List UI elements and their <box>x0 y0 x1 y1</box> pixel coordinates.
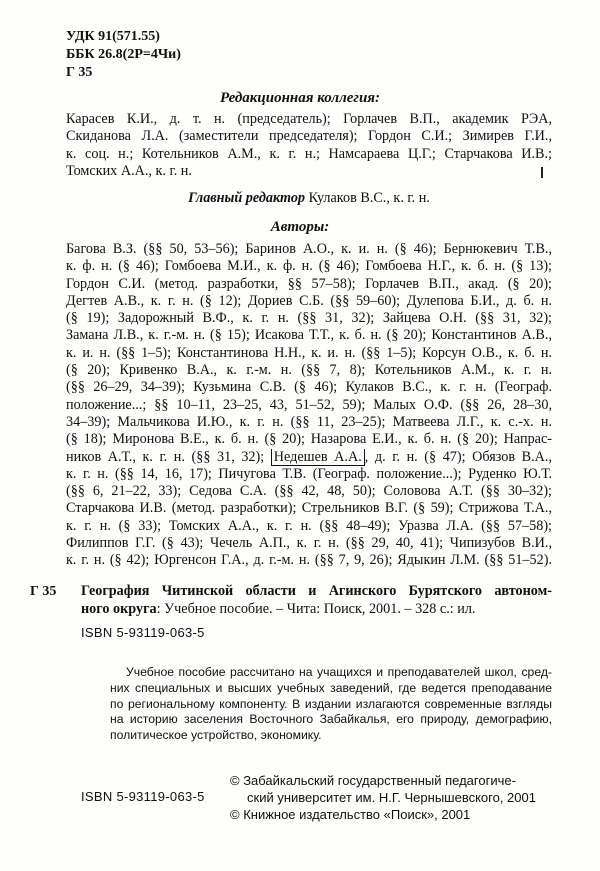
bbk-code: ББК 26.8(2Р=4Чи) <box>66 47 181 62</box>
authors-line: (§§ 26–29, 34–39); Кузьмина С.В. (§ 46); Кулаков В.С., к. г. н. (Географ. <box>66 379 552 396</box>
udk-code: УДК 91(571.55) <box>66 29 160 44</box>
book-title-line <box>81 600 552 618</box>
chief-editor-label: Главный редактор <box>188 190 306 206</box>
classification-codes <box>66 28 181 82</box>
highlighted-author: Недешев А.А. <box>271 449 365 466</box>
authors-line: к. и. н. (§§ 1–5); Константинова Н.Н., к. и. н. (§§ 1–5); Корсун О.В., к. б. н. <box>66 344 552 361</box>
authors-line: (§ 20); Кривенко В.А., к. г.-м. н. (§§ 7, 8); Котельников А.М., к. г. н. <box>66 362 552 379</box>
author-sign-code: Г 35 <box>66 65 93 80</box>
chief-editor <box>66 190 552 207</box>
editorial-board-line: Скиданова Л.А. (заместители председателя); Гордон С.И.; Зимирев Г.И., <box>66 128 552 145</box>
authors-line: (§ 19); Задорожный В.Ф., к. г. н. (§§ 31, 32); Зайцева О.Н. (§§ 31, 32); <box>66 310 552 327</box>
authors-line: к. г. н. (§ 33); Томских А.А., к. г. н. (§§ 48–49); Уразва Л.А. (§§ 57–58); <box>66 517 552 534</box>
authors-line: Филиппов Г.Г. (§ 43); Чечель А.П., к. г. н. (§§ 29, 40, 41); Чипизубов В.И., <box>66 535 552 552</box>
book-title-end: ного округа <box>81 601 157 617</box>
authors-line: Дегтев А.В., к. г. н. (§ 12); Дориев С.Б. (§§ 59–60); Дулепова Б.И., д. б. н. <box>66 292 552 309</box>
bibliographic-record <box>81 582 552 618</box>
annotation-line: них специальных и высших учебных заведений, где ведется преподавание <box>110 680 552 695</box>
annotation <box>110 665 552 744</box>
annotation-line: политическое устройство, экономику. <box>110 728 322 743</box>
scan-artifact-mark <box>541 167 543 178</box>
authors-line: положение...; §§ 10–11, 23–25, 43, 51–52, 59); Малых О.Ф. (§§ 26, 28–30, <box>66 396 552 413</box>
copyright-line: ский университет им. Н.Г. Чернышевского, 2001 <box>247 790 536 805</box>
authors-line: Багова В.З. (§§ 50, 53–56); Баринов А.О., к. и. н. (§ 46); Бернюкевич Т.В., <box>66 241 552 257</box>
editorial-board-line: Томских А.А., к. г. н. <box>66 162 192 179</box>
chief-editor-name: Кулаков В.С., к. г. н. <box>308 190 430 206</box>
authors-list <box>66 241 552 570</box>
authors-line: Гордон С.И. (метод. разработки, §§ 57–58); Горлачев В.П., акад. (§ 20); <box>66 275 552 292</box>
authors-line: к. г. н. (§ 42); Юргенсон Г.А., д. г.-м. н. (§§ 7, 9, 26); Ядыкин Л.М. (§§ 51–52). <box>66 552 552 569</box>
editorial-board-line: к. соц. н.; Котельников А.М., к. г. н.; Намсараева Ц.Г.; Старчакова И.В.; <box>66 145 552 162</box>
annotation-line: Учебное пособие рассчитано на учащихся и преподавателей школ, сред- <box>126 665 552 679</box>
copyright-line: © Забайкальский государственный педагогиче- <box>230 773 516 788</box>
authors-line: (§§ 6, 21–22, 33); Седова С.А. (§§ 42, 48, 50); Соловова А.Т. (§§ 30–32); <box>66 483 552 500</box>
authors-line: (§ 18); Миронова В.Е., к. б. н. (§ 20); Назарова Е.И., к. б. н. (§ 20); Напрас- <box>66 431 552 448</box>
catalog-isbn: ISBN 5-93119-063-5 <box>81 625 205 640</box>
authors-line <box>66 449 552 466</box>
authors-line: Старчакова И.В. (метод. разработки); Стрельников В.Г. (§ 59); Стрижова Т.А., <box>66 500 552 517</box>
authors-line-start: ников А.Т., к. г. н. (§§ 31, 32); <box>66 448 265 465</box>
authors-line-end: , д. г. н. (§ 47); Обязов В.А., <box>364 448 552 465</box>
authors-line: к. ф. н. (§ 46); Гомбоева М.И., к. ф. н. (§ 46); Гомбоева Н.Г., к. б. н. (§ 13); <box>66 258 552 275</box>
copyright-notice <box>230 772 560 823</box>
annotation-line: по региональному компоненту. В издании излагаются современные взгляды <box>110 696 552 711</box>
authors-line: Замана Л.В., к. г.-м. н. (§ 15); Исакова Т.Т., к. б. н. (§ 20); Константинов А.В., <box>66 327 552 344</box>
editorial-board-line: Карасев К.И., д. т. н. (председатель); Горлачев В.П., академик РЭА, <box>66 111 552 127</box>
authors-line: 34–39); Мальчикова И.Ю., к. г. н. (§§ 11, 23–25); Матвеева Л.Г., к. с.-х. н. <box>66 413 552 430</box>
editorial-board-heading: Редакционная коллегия: <box>219 90 381 106</box>
annotation-line: на историю заселения Восточного Забайкалья, его природу, демографию, <box>110 712 552 727</box>
editorial-board-list <box>66 111 552 180</box>
authors-line: к. г. н. (§§ 14, 16, 17); Пичугова Т.В. (Географ. положение...); Руденко Ю.Т. <box>66 465 552 482</box>
book-imprint: : Учебное пособие. – Чита: Поиск, 2001. – 328 с.: ил. <box>156 601 476 617</box>
footer-isbn: ISBN 5-93119-063-5 <box>81 789 205 804</box>
authors-heading: Авторы: <box>270 219 330 235</box>
catalog-code: Г 35 <box>30 584 57 599</box>
copyright-line: © Книжное издательство «Поиск», 2001 <box>230 807 471 822</box>
book-title-line: География Читинской области и Агинского Бурятского автоном- <box>81 583 552 599</box>
